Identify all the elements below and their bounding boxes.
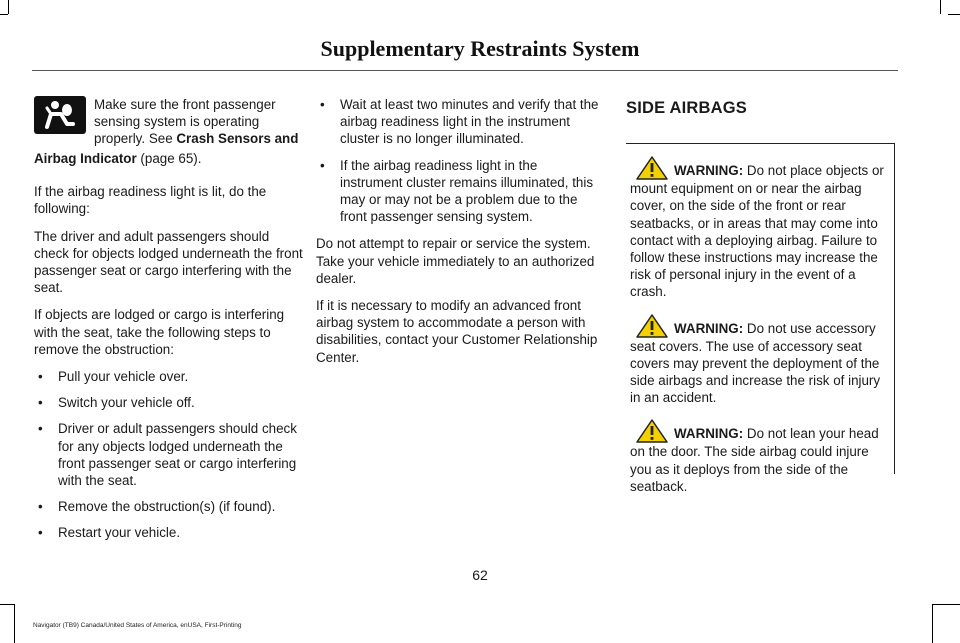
warning-label: WARNING:: [674, 320, 744, 336]
crop-mark: [940, 0, 941, 14]
crop-mark: [948, 14, 960, 15]
section-heading: SIDE AIRBAGS: [626, 99, 747, 117]
list-item: • If the airbag readiness light in the instrument cluster remains illuminated, this may or may not be a problem due to the front passenger sensing system.: [316, 157, 602, 226]
list-item: • Pull your vehicle over.: [34, 368, 306, 385]
column-middle: [316, 96, 602, 376]
crop-mark: [932, 604, 960, 605]
bullet-list: [316, 96, 602, 225]
paragraph: If it is necessary to modify an advanced front airbag system to accommodate a person with disabilities, contact your Customer Relationship Center.: [316, 298, 598, 365]
crop-mark: [14, 604, 15, 643]
warning-item: [630, 156, 888, 300]
list-item: • Driver or adult passengers should check for any objects lodged underneath the front passenger seat or cargo interfering with the seat.: [34, 420, 306, 489]
warning-label: WARNING:: [674, 163, 744, 179]
airbag-icon: [34, 96, 86, 134]
bullet-list: [34, 368, 306, 542]
crop-mark: [8, 0, 9, 14]
list-item: • Wait at least two minutes and verify that the airbag readiness light in the instrument cluster is no longer illuminated.: [316, 96, 602, 148]
intro-paragraph: [94, 96, 306, 148]
warning-box: [626, 143, 895, 494]
list-item: • Switch your vehicle off.: [34, 394, 306, 411]
paragraph: The driver and adult passengers should check for objects lodged underneath the front passenger seat or cargo interfering with the seat.: [34, 228, 303, 296]
crop-mark: [932, 604, 933, 643]
intro-text: Make sure the front passenger sensing system is operating properly. See: [94, 97, 276, 147]
page-reference: (page 65).: [136, 151, 202, 166]
warning-text: Do not lean your head on the door. The side airbag could injure you as it deploys from the side of the seatback.: [630, 426, 879, 494]
list-item: • Restart your vehicle.: [34, 524, 306, 541]
column-right: [626, 96, 892, 494]
list-item: • Remove the obstruction(s) (if found).: [34, 498, 306, 515]
warning-text: Do not use accessory seat covers. The use of accessory seat covers may prevent the deployment of the side airbags and increase the risk of injury in an accident.: [630, 320, 881, 406]
warning-triangle-icon: [636, 156, 668, 180]
warning-triangle-icon: [636, 419, 668, 443]
paragraph: If objects are lodged or cargo is interfering with the seat, take the following steps to remove the obstruction:: [34, 307, 285, 357]
column-left: [34, 96, 306, 552]
paragraph: Do not attempt to repair or service the system. Take your vehicle immediately to an authorized dealer.: [316, 236, 595, 286]
warning-item: [630, 314, 888, 407]
header-divider: [32, 70, 898, 71]
crop-mark: [0, 604, 14, 605]
crop-mark: [0, 14, 8, 15]
footer-text: Navigator (TB9) Canada/United States of America, enUSA, First-Printing: [33, 622, 242, 629]
warning-triangle-icon: [636, 314, 668, 338]
page-title: Supplementary Restraints System: [320, 36, 640, 61]
airbag-indicator-link[interactable]: Airbag Indicator: [34, 151, 137, 166]
page-number: 62: [472, 567, 488, 583]
paragraph: If the airbag readiness light is lit, do the following:: [34, 184, 267, 217]
intro-block: [34, 96, 306, 162]
warning-text: Do not place objects or mount equipment on or near the airbag cover, on the side of the front or rear seatbacks, or in areas that may come into contact with a deploying airbag. Failure to follow these instructions may increase the risk of personal injury in the event of a crash.: [630, 163, 884, 300]
crash-sensors-link[interactable]: Crash Sensors and: [176, 131, 299, 147]
warning-item: [630, 419, 888, 495]
warning-label: WARNING:: [674, 426, 744, 442]
